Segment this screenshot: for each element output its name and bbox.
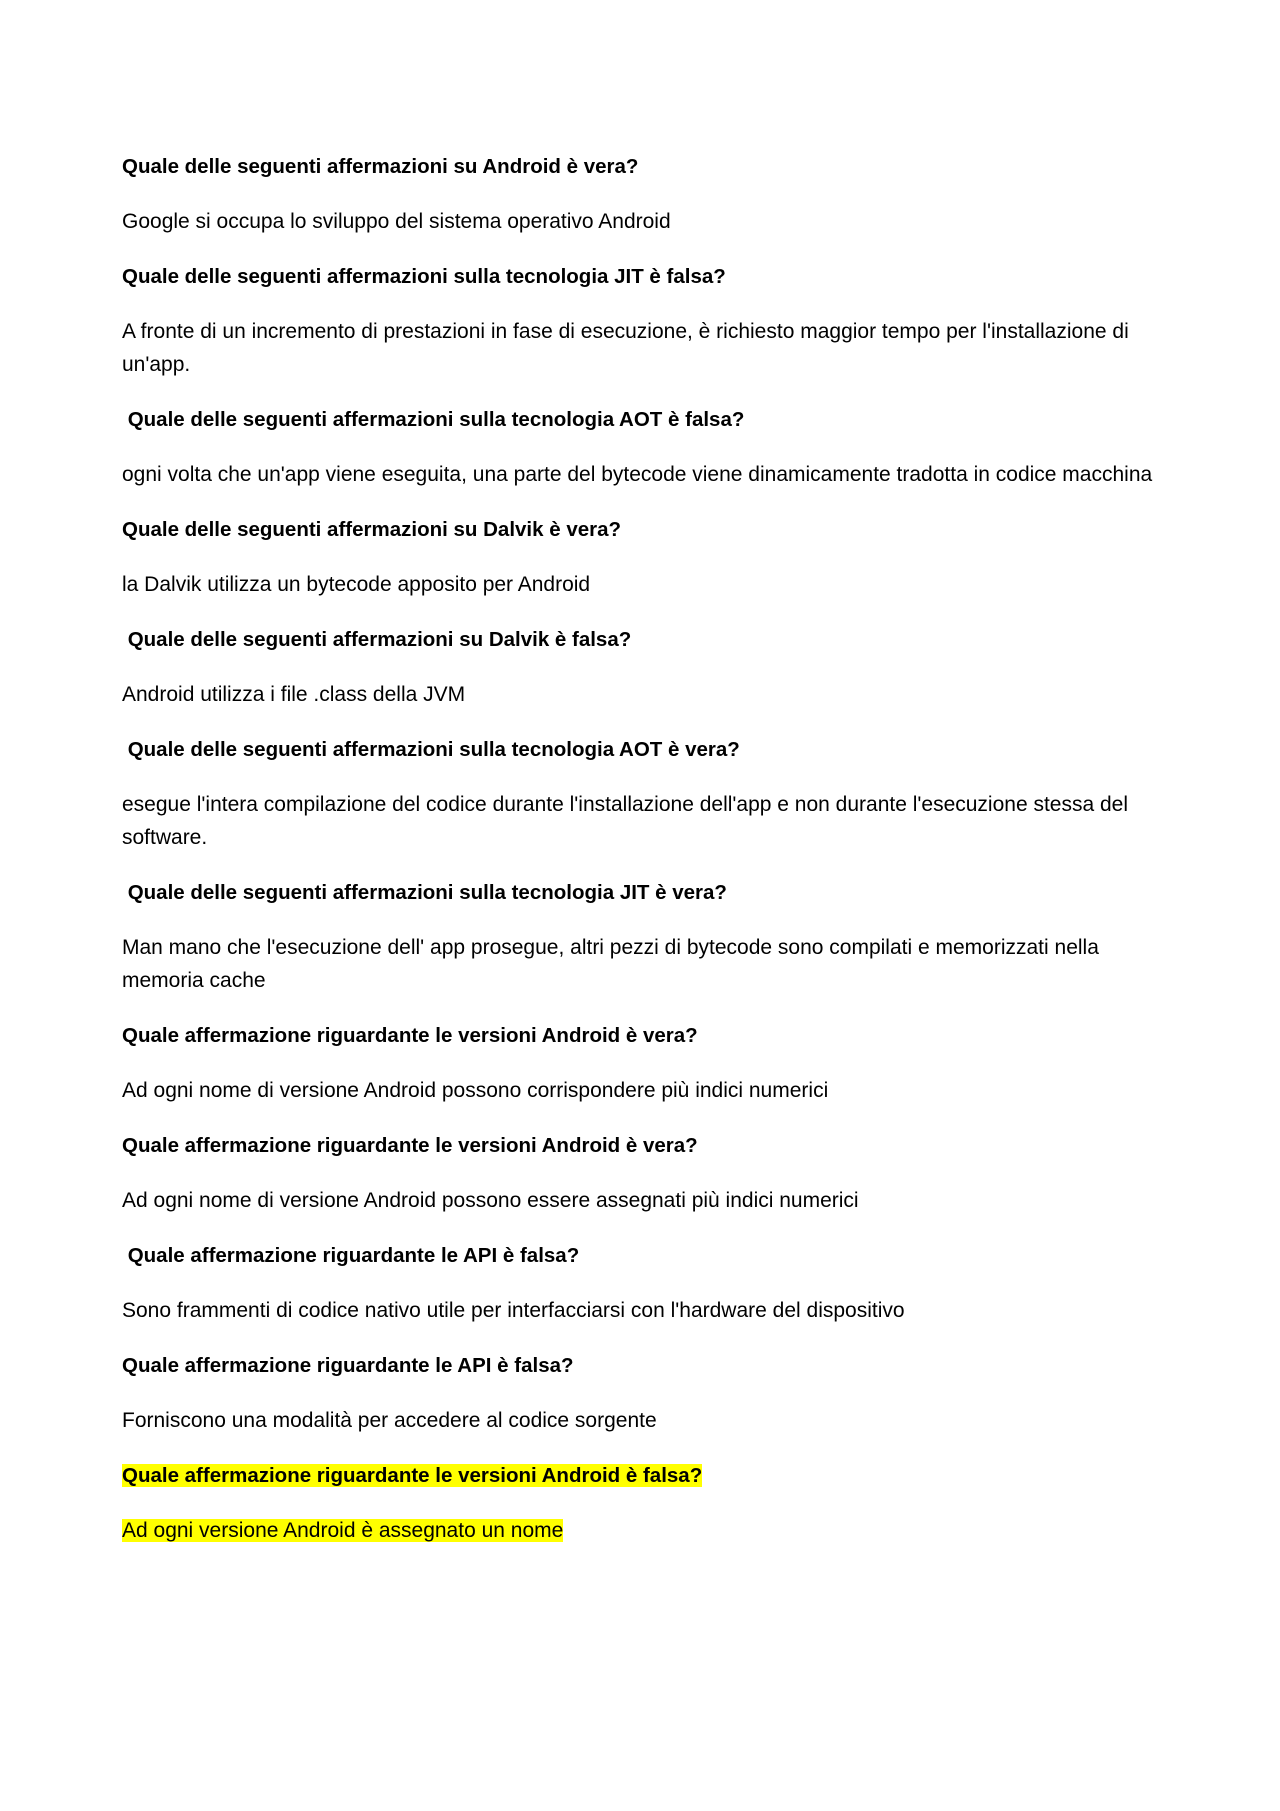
question-6: Quale delle seguenti affermazioni sulla tecnologia AOT è vera? — [122, 738, 740, 761]
answer-12-highlighted — [122, 1514, 1162, 1547]
qa-list — [122, 150, 1162, 1569]
answer-4: la Dalvik utilizza un bytecode apposito per Android — [122, 573, 591, 596]
answer-7: Man mano che l'esecuzione dell' app prosegue, altri pezzi di bytecode sono compilati e memorizzati nella memoria cache — [122, 936, 1099, 992]
answer-3: ogni volta che un'app viene eseguita, una parte del bytecode viene dinamicamente tradotta in codice macchina — [122, 463, 1153, 486]
highlight-answer-12: Ad ogni versione Android è assegnato un nome — [122, 1519, 564, 1542]
question-8: Quale affermazione riguardante le versioni Android è vera? — [122, 1024, 698, 1047]
answer-9: Ad ogni nome di versione Android possono essere assegnati più indici numerici — [122, 1189, 859, 1212]
question-12-highlighted — [122, 1459, 1162, 1492]
question-3: Quale delle seguenti affermazioni sulla tecnologia AOT è falsa? — [122, 408, 745, 431]
answer-2: A fronte di un incremento di prestazioni in fase di esecuzione, è richiesto maggior tempo per l'installazione di un'app. — [122, 320, 1129, 376]
answer-11: Forniscono una modalità per accedere al codice sorgente — [122, 1409, 657, 1432]
question-4: Quale delle seguenti affermazioni su Dalvik è vera? — [122, 518, 622, 541]
answer-8: Ad ogni nome di versione Android possono corrispondere più indici numerici — [122, 1079, 829, 1102]
answer-6: esegue l'intera compilazione del codice durante l'installazione dell'app e non durante l'esecuzione stessa del software. — [122, 793, 1129, 849]
question-2: Quale delle seguenti affermazioni sulla tecnologia JIT è falsa? — [122, 265, 726, 288]
question-5: Quale delle seguenti affermazioni su Dalvik è falsa? — [122, 628, 632, 651]
answer-5: Android utilizza i file .class della JVM — [122, 683, 466, 706]
question-1: Quale delle seguenti affermazioni su Android è vera? — [122, 155, 639, 178]
question-9: Quale affermazione riguardante le versioni Android è vera? — [122, 1134, 698, 1157]
question-11: Quale affermazione riguardante le API è falsa? — [122, 1354, 574, 1377]
answer-10: Sono frammenti di codice nativo utile per interfacciarsi con l'hardware del dispositivo — [122, 1299, 905, 1322]
question-10: Quale affermazione riguardante le API è falsa? — [122, 1244, 580, 1267]
highlight-question-12: Quale affermazione riguardante le versioni Android è falsa? — [122, 1464, 703, 1487]
question-7: Quale delle seguenti affermazioni sulla tecnologia JIT è vera? — [122, 881, 727, 904]
answer-1: Google si occupa lo sviluppo del sistema operativo Android — [122, 210, 671, 233]
